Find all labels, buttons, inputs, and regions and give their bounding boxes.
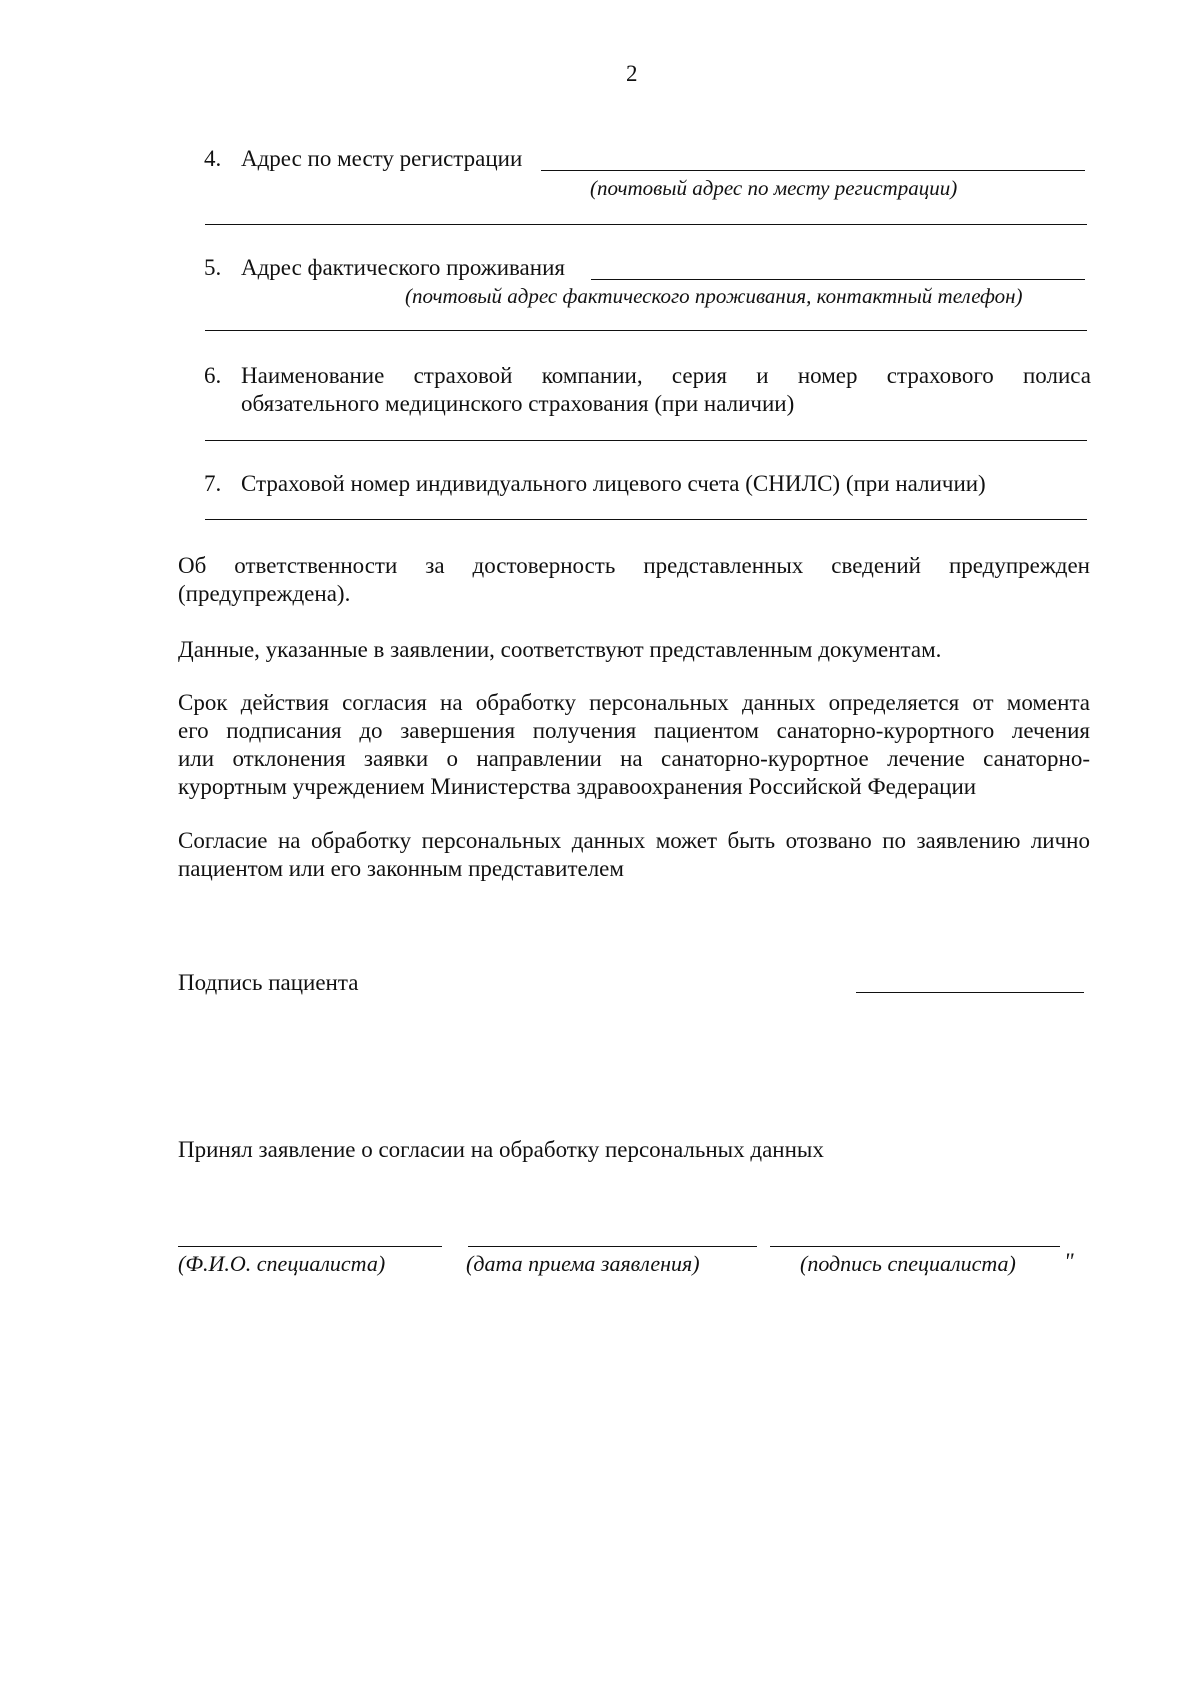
item-4-hint: (почтовый адрес по месту регистрации)	[590, 176, 958, 200]
item-6-input-line[interactable]	[205, 440, 1087, 441]
accepted-label: Принял заявление о согласии на обработку персональных данных	[178, 1137, 824, 1162]
item-7-number: 7.	[204, 471, 222, 496]
data-match-paragraph: Данные, указанные в заявлении, соответствуют представленным документам.	[178, 637, 942, 662]
item-5-hint: (почтовый адрес фактического проживания, контактный телефон)	[405, 284, 1023, 308]
term-line-4: курортным учреждением Министерства здравоохранения Российской Федерации	[178, 774, 977, 799]
revoke-line-1: Согласие на обработку персональных данных может быть отозвано по заявлению лично	[178, 828, 1090, 853]
item-5-input-line[interactable]	[591, 279, 1085, 280]
item-6-text-line-1: Наименование страховой компании, серия и номер страхового полиса	[241, 363, 1091, 388]
item-6-number: 6.	[204, 363, 222, 388]
item-5-label: Адрес фактического проживания	[241, 255, 565, 280]
item-6-text-line-2: обязательного медицинского страхования (при наличии)	[241, 391, 795, 416]
term-line-1: Срок действия согласия на обработку персональных данных определяется от момента	[178, 690, 1090, 715]
item-7-input-line[interactable]	[205, 519, 1087, 520]
item-5-number: 5.	[204, 255, 222, 280]
closing-quote-mark: "	[1064, 1249, 1074, 1274]
responsibility-line-2: (предупреждена).	[178, 581, 351, 606]
patient-signature-label: Подпись пациента	[178, 970, 359, 995]
term-line-2: его подписания до завершения получения пациентом санаторно-курортного лечения	[178, 718, 1090, 743]
patient-signature-line[interactable]	[856, 992, 1084, 993]
specialist-name-caption: (Ф.И.О. специалиста)	[178, 1251, 386, 1276]
specialist-signature-line[interactable]	[770, 1246, 1060, 1247]
item-5-input-line-2[interactable]	[205, 330, 1087, 331]
item-4-label: Адрес по месту регистрации	[241, 146, 523, 171]
acceptance-date-caption: (дата приема заявления)	[466, 1251, 700, 1276]
item-7-label: Страховой номер индивидуального лицевого счета (СНИЛС) (при наличии)	[241, 471, 986, 496]
acceptance-date-line[interactable]	[468, 1246, 757, 1247]
term-line-3: или отклонения заявки о направлении на санаторно-курортное лечение санаторно-	[178, 746, 1090, 771]
revoke-line-2: пациентом или его законным представителем	[178, 856, 624, 881]
page-number: 2	[626, 61, 638, 86]
item-4-input-line[interactable]	[541, 170, 1085, 171]
responsibility-line-1: Об ответственности за достоверность представленных сведений предупрежден	[178, 553, 1090, 578]
item-4-number: 4.	[204, 146, 222, 171]
item-4-input-line-2[interactable]	[205, 224, 1087, 225]
specialist-signature-caption: (подпись специалиста)	[800, 1251, 1016, 1276]
specialist-name-line[interactable]	[178, 1246, 442, 1247]
